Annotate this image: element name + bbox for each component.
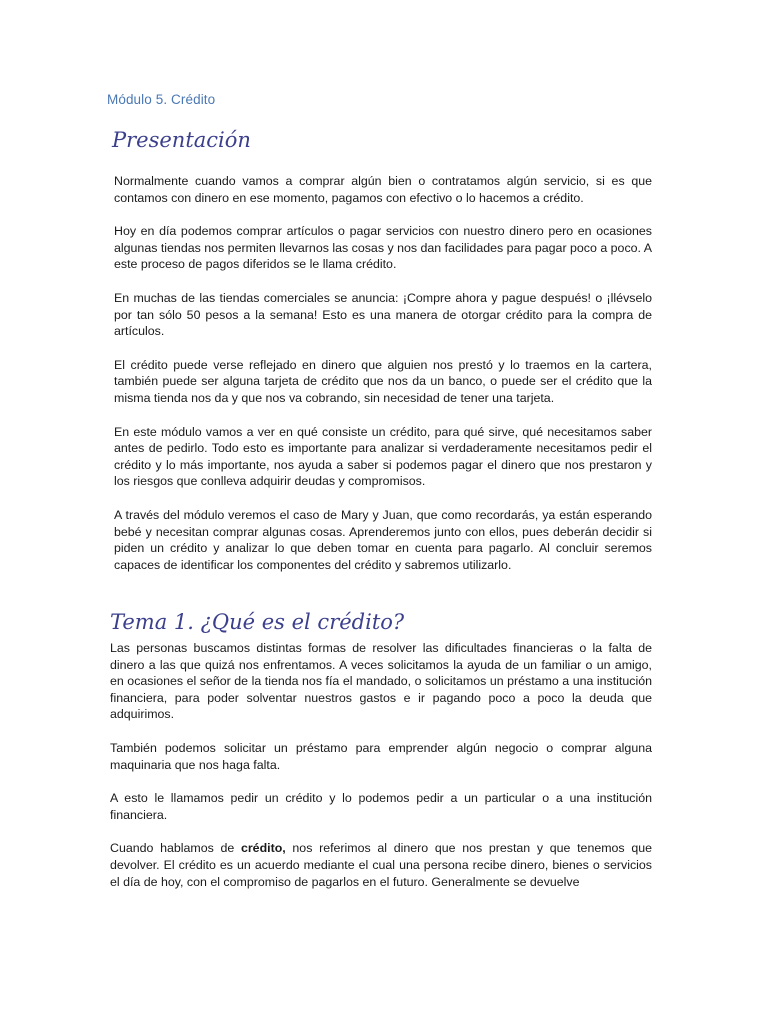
paragraph: En este módulo vamos a ver en qué consiste un crédito, para qué sirve, qué necesitamos saber antes de pedirlo. Todo esto es importante para analizar si verdaderamente necesitamos pedir el crédito y lo más importante, nos ayuda a saber si podemos pagar el dinero que nos prestaron y los riesgos que conlleva adquirir deudas y compromisos.	[114, 424, 652, 489]
module-title: Módulo 5. Crédito	[107, 92, 216, 107]
presentacion-heading: Presentación	[112, 128, 251, 152]
bold-term: crédito,	[240, 841, 286, 856]
paragraph: Las personas buscamos distintas formas de resolver las dificultades financieras o la falta de dinero a las que quizá nos enfrentamos. A veces solicitamos la ayuda de un familiar o un amigo, en ocasiones el señor de la tienda nos fía el mandado, o solicitamos un préstamo a una institución financiera, para poder solventar nuestros gastos e ir pagando poco a poco la deuda que adquirimos.	[110, 641, 652, 722]
text-span: nos referimos al dinero que nos prestan y que tenemos que devolver. El crédito es un acuerdo mediante el cual una persona recibe dinero, bienes o servicios el día de hoy, con el compromiso de pagarlos en el futuro. Generalmente se devuelve	[110, 841, 652, 889]
paragraph: En muchas de las tiendas comerciales se anuncia: ¡Compre ahora y pague después! o ¡llévselo por tan sólo 50 pesos a la semana! Esto es una manera de otorgar crédito para la compra de artículos.	[114, 290, 652, 339]
presentacion-section	[114, 173, 652, 590]
paragraph-credit-definition	[110, 840, 652, 890]
paragraph: Normalmente cuando vamos a comprar algún bien o contratamos algún servicio, si es que contamos con dinero en ese momento, pagamos con efectivo o lo hacemos a crédito.	[114, 174, 652, 205]
tema1-section	[110, 640, 652, 907]
paragraph: A esto le llamamos pedir un crédito y lo podemos pedir a un particular o a una institución financiera.	[110, 791, 652, 822]
paragraph: Hoy en día podemos comprar artículos o pagar servicios con nuestro dinero pero en ocasiones algunas tiendas nos permiten llevarnos las cosas y nos dan facilidades para pagar poco a poco. A este proceso de pagos diferidos se le llama crédito.	[114, 224, 652, 272]
paragraph: A través del módulo veremos el caso de Mary y Juan, que como recordarás, ya están esperando bebé y necesitan comprar algunas cosas. Aprenderemos junto con ellos, pues deberán decidir si piden un crédito y analizar lo que deben tomar en cuenta para pagarlo. Al concluir seremos capaces de identificar los componentes del crédito y sabremos utilizarlo.	[114, 507, 652, 572]
paragraph: También podemos solicitar un préstamo para emprender algún negocio o comprar alguna maquinaria que nos haga falta.	[110, 740, 652, 772]
text-span: Cuando hablamos de	[110, 841, 241, 856]
tema1-heading: Tema 1. ¿Qué es el crédito?	[110, 610, 405, 634]
paragraph: El crédito puede verse reflejado en dinero que alguien nos prestó y lo traemos en la cartera, también puede ser alguna tarjeta de crédito que nos da un banco, o puede ser el crédito que la misma tienda nos da y que nos va cobrando, sin necesidad de tener una tarjeta.	[114, 357, 652, 405]
